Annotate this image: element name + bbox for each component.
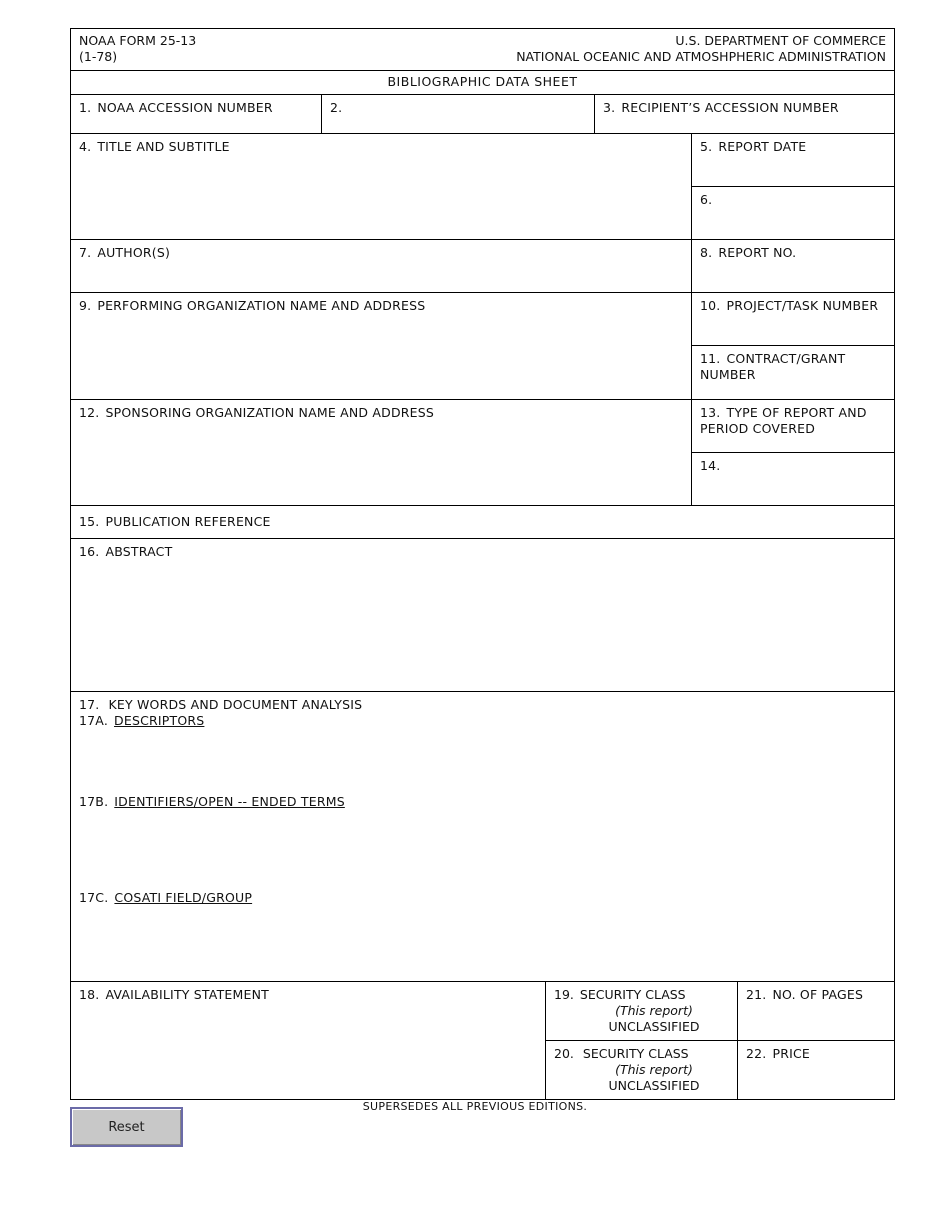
reset-button[interactable]: Reset bbox=[70, 1107, 183, 1147]
field-6: 6. bbox=[691, 186, 895, 240]
contract-grant-number-input[interactable] bbox=[698, 384, 888, 395]
field-2: 2. bbox=[321, 94, 595, 134]
no-of-pages-input[interactable] bbox=[744, 1006, 888, 1036]
field-21-no-of-pages: 21. NO. OF PAGES bbox=[737, 981, 895, 1041]
field-14: 14. bbox=[691, 452, 895, 506]
form-number: NOAA FORM 25-13 bbox=[79, 33, 197, 48]
field-7-authors: 7. AUTHOR(S) bbox=[70, 239, 692, 293]
department-name: U.S. DEPARTMENT OF COMMERCE bbox=[675, 33, 886, 48]
recipient-accession-number-input[interactable] bbox=[601, 117, 888, 129]
field-18-availability-statement: 18. AVAILABILITY STATEMENT bbox=[70, 981, 546, 1100]
project-task-number-input[interactable] bbox=[698, 331, 888, 341]
identifiers-input[interactable] bbox=[77, 813, 888, 889]
descriptors-input[interactable] bbox=[77, 732, 888, 794]
form-date: (1-78) bbox=[79, 49, 118, 64]
field-5-report-date: 5. REPORT DATE bbox=[691, 133, 895, 187]
identifiers-label: 17B. IDENTIFIERS/OPEN -- ENDED TERMS bbox=[79, 794, 345, 809]
field-3-recipient-accession-number: 3. RECIPIENT’S ACCESSION NUMBER bbox=[594, 94, 895, 134]
field-15-publication-reference: 15. PUBLICATION REFERENCE bbox=[70, 505, 895, 539]
form-header bbox=[70, 28, 895, 71]
sheet-title: BIBLIOGRAPHIC DATA SHEET bbox=[387, 74, 578, 89]
field-4-title-and-subtitle: 4. TITLE AND SUBTITLE bbox=[70, 133, 692, 240]
field-2-input[interactable] bbox=[328, 117, 588, 129]
field-9-performing-organization: 9. PERFORMING ORGANIZATION NAME AND ADDRESS bbox=[70, 292, 692, 400]
field-6-input[interactable] bbox=[698, 211, 888, 235]
field-17-key-words: 17. KEY WORDS AND DOCUMENT ANALYSIS 17A. DESCRIPTORS 17B. IDENTIFIERS/OPEN -- ENDED TERMS 17C. COSATI FIELD/GROUP bbox=[70, 691, 895, 982]
field-12-sponsoring-organization: 12. SPONSORING ORGANIZATION NAME AND ADDRESS bbox=[70, 399, 692, 506]
field-10-project-task-number: 10. PROJECT/TASK NUMBER bbox=[691, 292, 895, 346]
abstract-input[interactable] bbox=[77, 563, 888, 687]
noaa-accession-number-input[interactable] bbox=[77, 117, 315, 129]
field-22-price: 22. PRICE bbox=[737, 1040, 895, 1100]
supersedes-note: SUPERSEDES ALL PREVIOUS EDITIONS. bbox=[362, 1100, 588, 1113]
security-class-value: UNCLASSIFIED bbox=[608, 1019, 700, 1034]
report-date-input[interactable] bbox=[698, 158, 888, 182]
field-19-security-class: 19. SECURITY CLASS (This report) UNCLASSIFIED bbox=[545, 981, 738, 1041]
performing-organization-input[interactable] bbox=[77, 317, 685, 395]
field-1-noaa-accession-number: 1. NOAA ACCESSION NUMBER bbox=[70, 94, 322, 134]
field-8-report-no: 8. REPORT NO. bbox=[691, 239, 895, 293]
security-class-value: UNCLASSIFIED bbox=[608, 1078, 700, 1093]
price-input[interactable] bbox=[744, 1065, 888, 1095]
availability-statement-input[interactable] bbox=[77, 1006, 539, 1095]
bibliographic-form bbox=[70, 28, 895, 1100]
field-13-type-of-report: 13. TYPE OF REPORT AND PERIOD COVERED bbox=[691, 399, 895, 453]
report-no-input[interactable] bbox=[698, 264, 888, 288]
authors-input[interactable] bbox=[77, 264, 685, 288]
field-20-security-class: 20. SECURITY CLASS (This report) UNCLASSIFIED bbox=[545, 1040, 738, 1100]
field-14-input[interactable] bbox=[698, 477, 888, 501]
agency-name: NATIONAL OCEANIC AND ATMOSHPHERIC ADMINISTRATION bbox=[516, 49, 886, 64]
sponsoring-organization-input[interactable] bbox=[77, 424, 685, 501]
title-and-subtitle-input[interactable] bbox=[77, 158, 685, 235]
descriptors-label: 17A. DESCRIPTORS bbox=[79, 713, 205, 728]
type-of-report-input[interactable] bbox=[698, 438, 888, 448]
publication-reference-input[interactable] bbox=[331, 512, 888, 534]
field-16-abstract: 16. ABSTRACT bbox=[70, 538, 895, 692]
cosati-input[interactable] bbox=[77, 909, 888, 977]
sheet-title-row bbox=[70, 70, 895, 95]
field-11-contract-grant-number: 11. CONTRACT/GRANT NUMBER bbox=[691, 345, 895, 400]
cosati-label: 17C. COSATI FIELD/GROUP bbox=[79, 890, 253, 905]
